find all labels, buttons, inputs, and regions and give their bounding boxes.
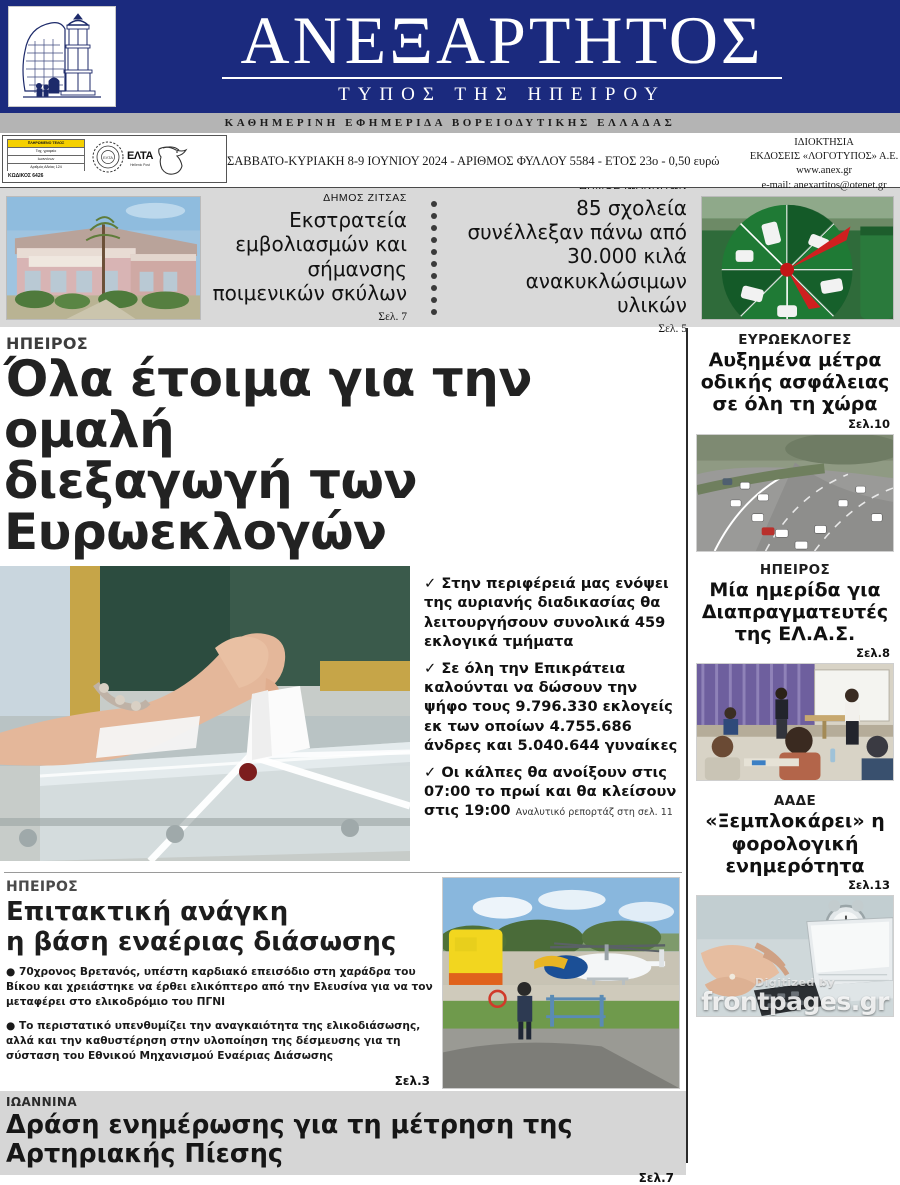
lead-bullet-2-text: Σε όλη την Επικράτεια καλούνται να δώσουν την ψήφο τους 9.796.330 εκλογείς εκ των οποίων 4.755.686 άνδρες και 5.040.644 γυναίκες [424, 659, 678, 755]
left-column [0, 328, 686, 1163]
lead-bullet-2 [424, 659, 678, 756]
right-headline-euroelections[interactable]: Αυξημένα μέτρα οδικής ασφάλειας σε όλη τη χώρα [700, 349, 890, 416]
teaser-page-zitsa: Σελ. 7 [378, 311, 407, 324]
right-headline-aade[interactable]: «Ξεμπλοκάρει» η φορολογική ενημερότητα [705, 810, 885, 877]
bell-tower-icon [19, 11, 105, 103]
bottom-banner-kicker: ΙΩΑΝΝΙΝΑ [6, 1095, 78, 1109]
lead-headline[interactable] [0, 350, 686, 561]
svg-text:ΕΛΤΑ: ΕΛΤΑ [103, 154, 113, 160]
check-icon: ✓ [424, 575, 437, 592]
teaser-text-ioannina [447, 195, 701, 336]
second-page-ref: Σελ.3 [394, 1073, 430, 1088]
page-title: ΑΝΕΞΑΡΤΗΤΟΣ [240, 1, 764, 78]
masthead-tagline: ΚΑΘΗΜΕΡΙΝΗ ΕΦΗΜΕΡΙΔΑ ΒΟΡΕΙΟΔΥΤΙΚΗΣ ΕΛΛΑΔΑΣ [224, 117, 676, 129]
teaser-photo-zitsa[interactable] [6, 196, 201, 320]
elta-logo [127, 143, 189, 175]
right-headline-elas[interactable]: Μία ημερίδα για Διαπραγματευτές της ΕΛ.Α.Σ. [701, 578, 889, 646]
right-story-aade [696, 793, 894, 1019]
publisher-ownership-label: ΙΔΙΟΚΤΗΣΙΑ [794, 137, 854, 148]
second-bullet-list [6, 965, 434, 1064]
teaser-page-ioannina: Σελ. 5 [658, 323, 687, 336]
lead-headline-line1: Όλα έτοιμα για την ομαλή [4, 350, 532, 459]
right-kicker-euroelections: ΕΥΡΩΕΚΛΟΓΕΣ [738, 332, 852, 348]
lead-bullet-3 [424, 763, 678, 821]
second-headline-line1: Επιτακτική ανάγκη [6, 897, 289, 927]
elta-bird-icon [155, 143, 189, 175]
publisher-email[interactable]: e-mail: anexartitos@otenet.gr [761, 179, 887, 191]
postal-code-label: ΚΩΔΙΚΟΣ 6426 [8, 172, 44, 179]
second-headline[interactable] [6, 897, 434, 957]
right-kicker-elas: ΗΠΕΙΡΟΣ [759, 561, 831, 578]
masthead-title-block [116, 0, 900, 113]
title-divider [222, 77, 782, 79]
second-bullet-1-text: 70χρονος Βρετανός, υπέστη καρδιακό επεισόδιο στη χαράδρα του Βίκου και χρειάστηκε να έρθει ελικόπτερο από την Ελευσίνα για να τον μεταφέρει στο ελικοδρόμιο του ΠΓΝΙ [6, 966, 433, 1009]
main-content [0, 328, 900, 1163]
postal-seal-icon [91, 140, 125, 179]
second-photo-helicopter[interactable] [442, 877, 680, 1089]
bullet-dot-icon: ● [6, 966, 16, 979]
second-bullet-2-text: Το περιστατικό υπενθυμίζει την αναγκαιότητα της ελικοδιάσωσης, αλλά και την καθυστέρηση στην υλοποίηση της δέσμευσης για τη σύσταση του Εθνικού Μηχανισμού Εναέριας Διάσωσης [6, 1020, 421, 1063]
lead-bullet-1 [424, 574, 678, 652]
bottom-banner [0, 1090, 686, 1185]
postal-label-paid: ΠΛΗΡΩΜΕΝΟ ΤΕΛΟΣ [7, 139, 85, 147]
teaser-text-zitsa [201, 191, 421, 324]
postal-label-permit: Αριθμός Αδείας 124 [7, 163, 85, 171]
publisher-company: ΕΚΔΟΣΕΙΣ «ΛΟΓΟΤΥΠΟΣ» Α.Ε. [749, 151, 899, 163]
watermark-main-text: frontpages.gr [701, 986, 889, 1016]
second-kicker: ΗΠΕΙΡΟΣ [6, 879, 79, 895]
watermark-top-text: Digitized by [754, 975, 836, 989]
right-photo-seminar[interactable] [696, 663, 894, 781]
info-bar [0, 134, 900, 191]
check-icon: ✓ [424, 659, 437, 677]
lead-headline-line2: διεξαγωγή των Ευρωεκλογών [4, 452, 418, 561]
postal-label-city: Ιωαννίνων [7, 155, 85, 163]
right-page-elas: Σελ.8 [856, 646, 890, 661]
second-bullet-1 [6, 965, 434, 1010]
right-page-euroelections: Σελ.10 [848, 416, 890, 431]
second-story-text [0, 877, 442, 1089]
publisher-info [720, 134, 900, 193]
postal-label-office: Ταχ. γραφείο [7, 147, 85, 155]
second-bullet-2 [6, 1019, 434, 1064]
teaser-headline-zitsa[interactable]: Εκστρατεία εμβολιασμών και σήμανσης ποιμενικών σκύλων [212, 207, 407, 305]
lead-bullet-1-text: Στην περιφέρειά μας ενόψει της αυριανής διαδικασίας θα λειτουργήσουν συνολικά 459 εκλογικά τμήματα [424, 575, 669, 651]
right-column [686, 328, 900, 1163]
newspaper-emblem [8, 6, 116, 107]
lead-body [0, 566, 686, 866]
lead-kicker: ΗΠΕΙΡΟΣ [6, 334, 89, 353]
right-story-euroelections [696, 332, 894, 554]
right-page-aade: Σελ.13 [848, 877, 890, 892]
teaser-photo-recycling[interactable] [701, 196, 894, 320]
right-photo-highway[interactable] [696, 434, 894, 552]
bottom-banner-headline[interactable]: Δράση ενημέρωσης για τη μέτρηση της Αρτηριακής Πίεσης [6, 1110, 573, 1170]
postal-permit-box [2, 135, 227, 183]
issue-dateline: ΣΑΒΒΑΤΟ-ΚΥΡΙΑΚΗ 8-9 ΙΟΥΝΙΟΥ 2024 - ΑΡΙΘΜΟΣ ΦΥΛΛΟΥ 5584 - ΕΤΟΣ 23ο - 0,50 ευρώ [227, 154, 720, 168]
elta-label: ΕΛΤΑ [127, 150, 154, 162]
masthead-subtitle: ΤΥΠΟΣ ΤΗΣ ΗΠΕΙΡΟΥ [338, 84, 666, 106]
second-headline-line2: η βάση εναέριας διάσωσης [6, 927, 397, 958]
bullet-dot-icon: ● [6, 1020, 16, 1033]
right-kicker-aade: ΑΑΔΕ [773, 793, 817, 810]
bottom-banner-page: Σελ.7 [638, 1170, 674, 1185]
section-divider [4, 872, 682, 873]
masthead-tagline-band [0, 113, 900, 134]
teaser-kicker-zitsa: ΔΗΜΟΣ ΖΙΤΣΑΣ [323, 191, 407, 204]
check-icon: ✓ [424, 763, 437, 781]
lead-bullet-list [410, 566, 686, 866]
right-story-elas [696, 562, 894, 784]
postal-permit-table [7, 139, 85, 179]
lead-report-note: Αναλυτικό ρεπορτάζ στη σελ. 11 [515, 807, 673, 819]
teaser-dot-divider [421, 197, 447, 319]
teaser-headline-ioannina[interactable]: 85 σχολεία συνέλλεξαν πάνω από 30.000 κιλά ανακυκλώσιμων υλικών [467, 195, 687, 318]
lead-bullet-3-text: Οι κάλπες θα ανοίξουν στις 07:00 το πρωί και θα κλείσουν στις 19:00 [424, 763, 677, 820]
masthead [0, 0, 900, 113]
publisher-website[interactable]: www.anex.gr [796, 165, 852, 177]
top-teaser-strip [0, 188, 900, 336]
lead-photo-ballot[interactable] [0, 566, 410, 861]
right-photo-tax[interactable] [696, 895, 894, 1017]
elta-sublabel: Hellenic Post [130, 163, 150, 167]
second-story [0, 877, 686, 1089]
